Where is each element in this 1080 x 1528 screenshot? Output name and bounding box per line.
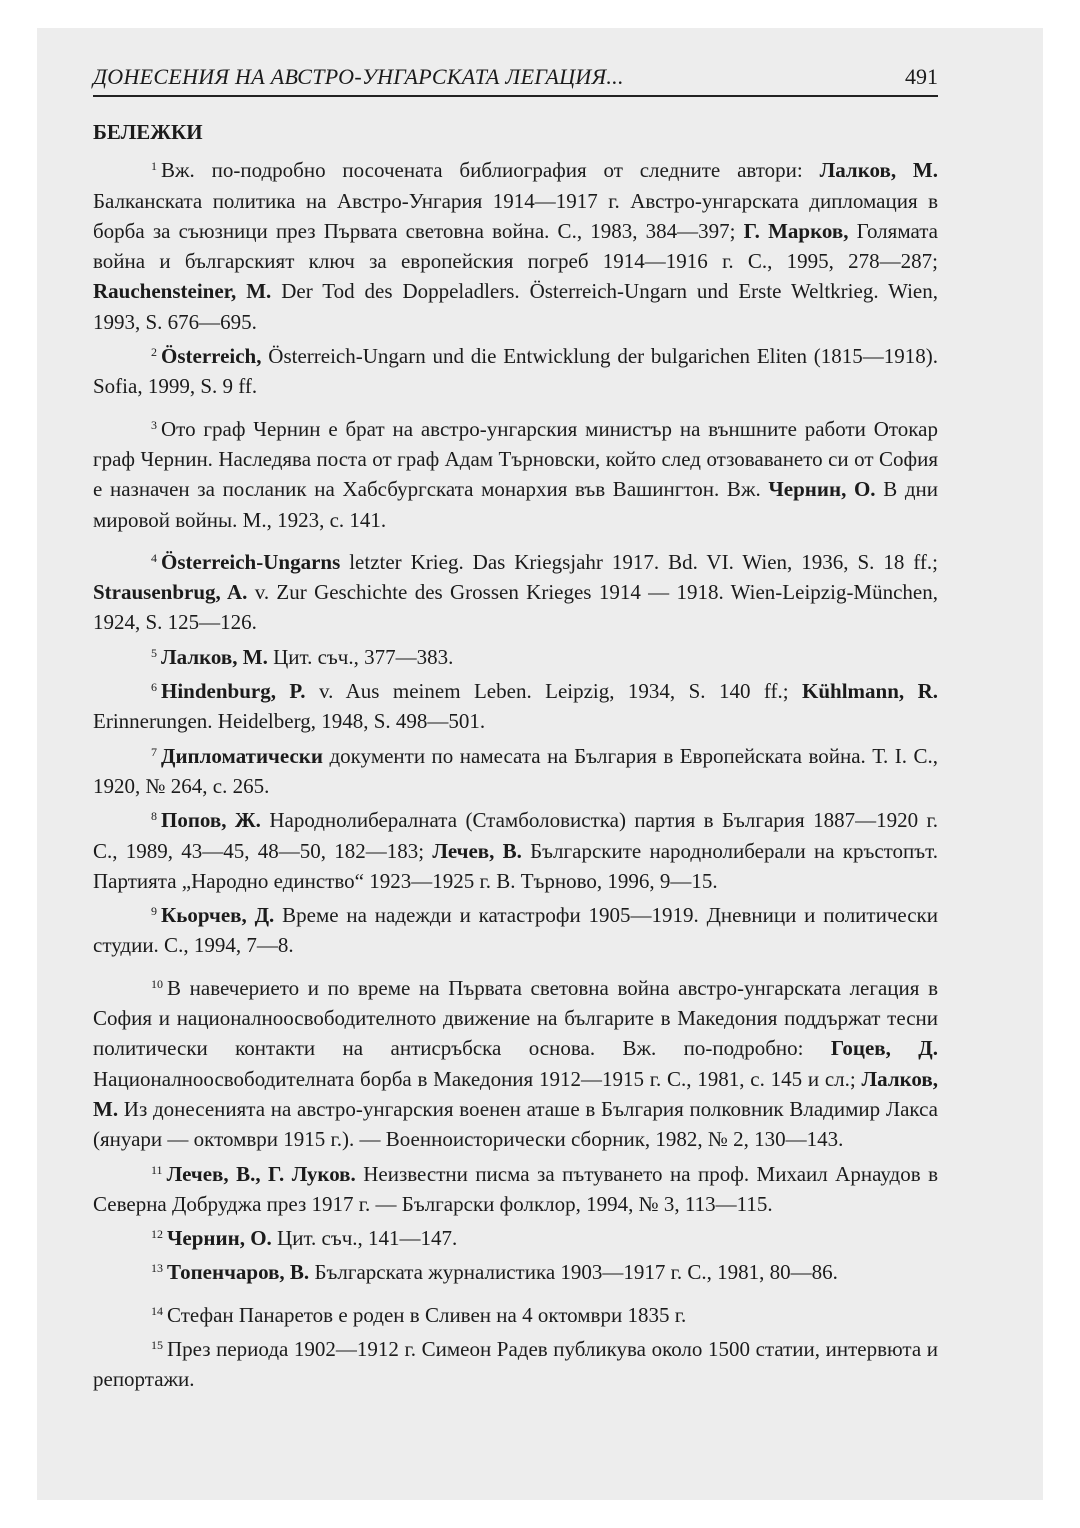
footnote-number: 11: [151, 1162, 163, 1177]
footnote-15: [93, 1330, 938, 1395]
note-text: Неизвестни писма за пътуването на проф. Михаил Арнаудов в Северна Добруджа през 1917 г. — Български фолклор, 1994, № 3, 113—115.: [93, 1161, 938, 1216]
author-citation: Чернин, О.: [167, 1226, 272, 1251]
notes-section: [93, 117, 938, 1395]
footnote-5: [93, 638, 938, 672]
footnote-number: 4: [151, 550, 157, 565]
author-citation: Лечев, В.: [432, 838, 522, 863]
footnote-2: [93, 337, 938, 402]
note-text: Вж. по-подробно посочената библиография от следните автори:: [161, 158, 820, 183]
author-citation: Österreich,: [161, 344, 262, 369]
footnote-number: 12: [151, 1227, 163, 1242]
author-citation: Топенчаров, В.: [167, 1260, 310, 1285]
footnote-number: 2: [151, 345, 157, 360]
note-text: Österreich-Ungarn und die Entwicklung der bulgarichen Eliten (1815—1918). Sofia, 1999, S. 9 ff.: [93, 344, 938, 399]
note-text: Цит. съч., 141—147.: [271, 1226, 458, 1251]
footnote-number: 13: [151, 1261, 163, 1276]
footnote-number: 5: [151, 645, 157, 660]
note-text: Цит. съч., 377—383.: [267, 644, 454, 669]
author-citation: Гоцев, Д.: [830, 1036, 938, 1061]
note-text: Стефан Панаретов е роден в Сливен на 4 октомври 1835 г.: [167, 1302, 687, 1327]
footnote-number: 14: [151, 1303, 163, 1318]
note-text: Националноосвободителната борба в Македония 1912—1915 г. С., 1981, с. 145 и сл.;: [93, 1066, 862, 1091]
notes-list: [93, 151, 938, 1394]
page-header: [93, 64, 938, 97]
note-text: документи по намесата на България в Европейската война. Т. I. С., 1920, № 264, с. 265.: [93, 743, 938, 798]
note-text: Балканската политика на Австро-Унгария 1914—1917 г. Австро-унгарската дипломация в борба за съюзници през Първата световна война. С., 1983, 384—397;: [93, 188, 938, 243]
author-citation: Лечев, В., Г. Луков.: [166, 1161, 356, 1186]
note-text: v. Zur Geschichte des Grossen Krieges 1914 — 1918. Wien-Leipzig-München, 1924, S. 125—126.: [93, 580, 939, 635]
footnote-number: 9: [151, 904, 157, 919]
note-text: v. Aus meinem Leben. Leipzig, 1934, S. 140 ff.;: [305, 679, 803, 704]
note-text: Народнолибералната (Стамболовистка) партия в България 1887—1920 г. С., 1989, 43—45, 48—50, 182—183;: [93, 808, 938, 863]
author-citation: Чернин, О.: [768, 477, 876, 502]
running-title: ДОНЕСЕНИЯ НА АВСТРО-УНГАРСКАТА ЛЕГАЦИЯ...: [93, 64, 624, 89]
author-citation: Лалков, М.: [161, 644, 268, 669]
author-citation: Лалков, М.: [93, 1066, 938, 1121]
author-citation: Лалков, М.: [819, 158, 939, 183]
note-text: Голямата война и българският ключ за европейския погреб 1914—1916 г. С., 1995, 278—287;: [93, 218, 938, 274]
note-text: letzter Krieg. Das Kriegsjahr 1917. Bd. VI. Wien, 1936, S. 18 ff.;: [340, 549, 938, 574]
note-text: През периода 1902—1912 г. Симеон Радев публикува около 1500 статии, интервюта и репортажи.: [93, 1336, 938, 1392]
footnote-7: [93, 737, 938, 802]
footnote-number: 15: [151, 1337, 163, 1352]
footnote-number: 3: [151, 417, 157, 432]
author-citation: Hindenburg, P.: [161, 679, 306, 704]
note-text: Der Tod des Doppeladlers. Österreich-Ungarn und Erste Weltkrieg. Wien, 1993, S. 676—695.: [93, 279, 938, 334]
footnote-number: 1: [151, 159, 157, 174]
note-text: Време на надежди и катастрофи 1905—1919. Дневници и политически студии. С., 1994, 7—8.: [93, 903, 938, 958]
author-citation: Попов, Ж.: [161, 808, 261, 833]
author-citation: Kühlmann, R.: [802, 679, 939, 704]
footnote-9: [93, 896, 938, 961]
footnote-1: [93, 151, 938, 337]
note-text: В дни мировой войны. М., 1923, с. 141.: [93, 477, 939, 532]
footnote-number: 8: [151, 809, 157, 824]
section-title: БЕЛЕЖКИ: [93, 120, 203, 144]
footnote-12: [93, 1219, 938, 1253]
footnote-number: 7: [151, 744, 157, 759]
note-text: Erinnerungen. Heidelberg, 1948, S. 498—501.: [93, 709, 486, 734]
footnote-4: [93, 543, 938, 638]
note-text: В навечерието и по време на Първата световна война австро-унгарската легация в София и националноосвободителното движение на българите в Македония поддържат тесни политически контакти на антисръбска основа. Вж. по-подробно:: [93, 975, 938, 1061]
note-text: Българските народнолиберали на кръстопът. Партията „Народно единство“ 1923—1925 г. В. Търново, 1996, 9—15.: [93, 838, 938, 893]
footnote-13: [93, 1253, 938, 1287]
note-text: Българската журналистика 1903—1917 г. С., 1981, 80—86.: [309, 1260, 838, 1285]
footnote-8: [93, 801, 938, 896]
footnote-number: 10: [151, 976, 163, 991]
footnote-11: [93, 1155, 938, 1220]
author-citation: Г. Марков,: [743, 218, 849, 243]
note-text: Ото граф Чернин е брат на австро-унгарския министър на външните работи Отокар граф Чернин. Наследява поста от граф Адам Търновски, който след отзоваването си от София е назначен за посланик на Хабсбургската монархия във Вашингтон. Вж.: [93, 416, 938, 502]
footnote-number: 6: [151, 680, 157, 695]
note-text: Из донесенията на австро-унгарския военен аташе в България полковник Владимир Лакса (януари — октомври 1915 г.). — Военноисторически сборник, 1982, № 2, 130—143.: [93, 1096, 938, 1152]
footnote-10: [93, 969, 938, 1155]
footnote-6: [93, 672, 938, 737]
author-citation: Österreich-Ungarns: [161, 549, 341, 574]
footnote-14: [93, 1296, 938, 1330]
footnote-3: [93, 410, 938, 535]
author-citation: Strausenbrug, A.: [93, 580, 248, 605]
author-citation: Кьорчев, Д.: [161, 903, 275, 928]
author-citation: Дипломатически: [161, 743, 324, 768]
page-number: 491: [905, 64, 938, 89]
author-citation: Rauchensteiner, M.: [93, 279, 272, 304]
